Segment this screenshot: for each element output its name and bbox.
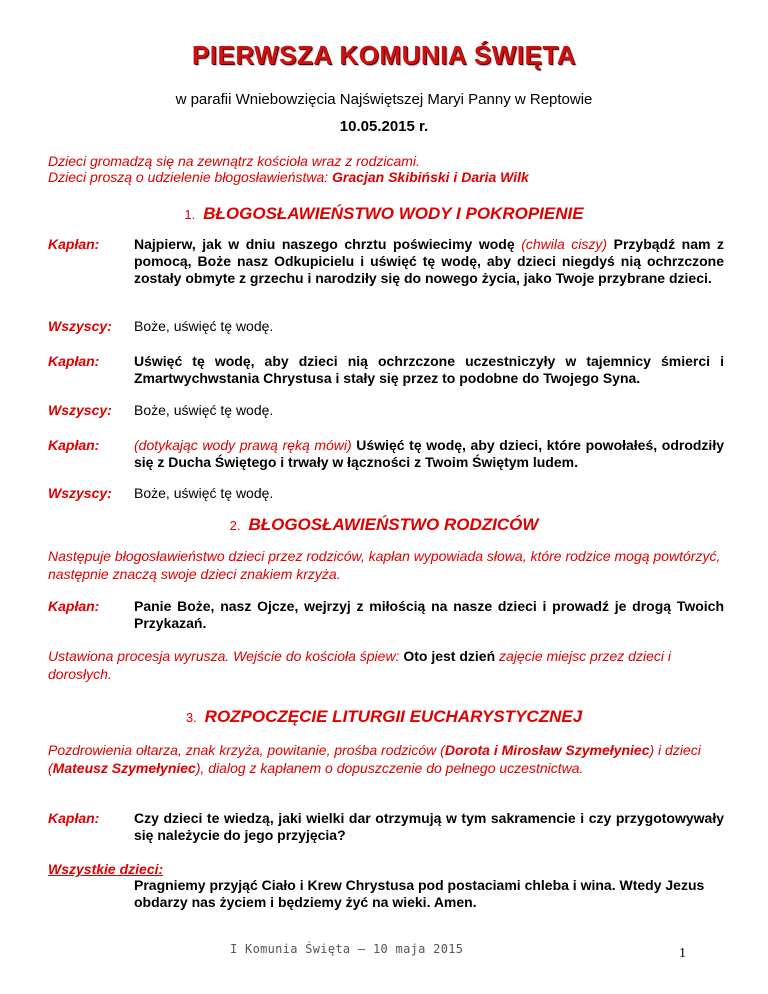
speaker-label: Wszyscy: (48, 318, 112, 334)
speaker-label: Wszyscy: (48, 485, 112, 501)
parents-blessing-instructions: Następuje błogosławieństwo dzieci przez rodziców, kapłan wypowiada słowa, które rodzice mogą powtórzyć, następnie znaczą swoje dzieci znakiem krzyża. (48, 548, 721, 582)
child-name: Mateusz Szymełyniec (52, 760, 196, 776)
speaker-label: Wszyscy: (48, 402, 112, 418)
event-date: 10.05.2015 r. (339, 118, 429, 135)
dialogue-text: Boże, uświęć tę wodę. (134, 485, 274, 501)
song-title: Oto jest dzień (403, 648, 496, 664)
dialogue-text: Czy dzieci te wiedzą, jaki wielki dar otrzymują w tym sakramencie i czy przygotowywały się należycie do jego przyjęcia? (134, 810, 724, 843)
dialogue-text: Boże, uświęć tę wodę. (134, 402, 274, 418)
all-children-response: Pragniemy przyjąć Ciało i Krew Chrystusa pod postaciami chleba i wina. Wtedy Jezus obdarzy nas życiem i będziemy żyć na wieki. Amen. (134, 877, 705, 910)
page-footer: I Komunia Święta – 10 maja 2015 (230, 942, 464, 956)
stage-direction: (dotykając wody prawą ręką mówi) (134, 437, 352, 453)
liturgy-instructions: Pozdrowienia ołtarza, znak krzyża, powitanie, prośba rodziców (Dorota i Mirosław Szymełyniec) i dzieci (Mateusz Szymełyniec), dialog z kapłanem o dopuszczenie do pełnego uczestnictwa. (48, 742, 701, 776)
dialogue-text: Najpierw, jak w dniu naszego chrztu poświecimy wodę (chwila ciszy) Przybądź nam z pomocą, Boże nasz Odkupicielu i uświęć tę wodę, aby dzieci niegdyś nią ochrzczone zostały obmyte z grzechu i narodziły się do nowego życia, jako Twoje przybrane dzieci. (134, 236, 724, 286)
intro-line-1: Dzieci gromadzą się na zewnątrz kościoła wraz z rodzicami. (48, 153, 420, 169)
section-1-heading: 1. BŁOGOSŁAWIEŃSTWO WODY I POKROPIENIE (184, 204, 584, 223)
page-title: PIERWSZA KOMUNIA ŚWIĘTA (191, 40, 577, 70)
intro-line-2: Dzieci proszą o udzielenie błogosławieństwa: Gracjan Skibiński i Daria Wilk (48, 169, 529, 185)
procession-instructions: Ustawiona procesja wyrusza. Wejście do kościoła śpiew: Oto jest dzień zajęcie miejsc przez dzieci i dorosłych. (48, 648, 671, 682)
dialogue-text: Uświęć tę wodę, aby dzieci nią ochrzczone uczestniczyły w tajemnicy śmierci i Zmartwychwstania Chrystusa i stały się przez to podobne do Twojego Syna. (134, 353, 724, 386)
blessing-names: Gracjan Skibiński i Daria Wilk (332, 169, 529, 185)
speaker-label: Kapłan: (48, 437, 100, 453)
section-3-heading: 3. ROZPOCZĘCIE LITURGII EUCHARYSTYCZNEJ (185, 707, 583, 726)
parents-names: Dorota i Mirosław Szymełyniec (444, 742, 650, 758)
speaker-label: Kapłan: (48, 810, 100, 826)
dialogue-text: Boże, uświęć tę wodę. (134, 318, 274, 334)
all-children-label: Wszystkie dzieci: (48, 861, 164, 877)
speaker-label: Kapłan: (48, 236, 100, 252)
opening-instructions (48, 153, 724, 185)
speaker-label: Kapłan: (48, 598, 100, 614)
dialogue-text: Panie Boże, nasz Ojcze, wejrzyj z miłością na nasze dzieci i prowadź je drogą Twoich Przykazań. (134, 598, 724, 631)
dialogue-text: (dotykając wody prawą ręką mówi) Uświęć tę wodę, aby dzieci, które powołałeś, odrodziły się z Ducha Świętego i trwały w łączności z Twoim Świętym ludem. (134, 437, 724, 470)
stage-direction: (chwila ciszy) (521, 236, 608, 252)
page-number: 1 (679, 946, 686, 961)
parish-subtitle: w parafii Wniebowzięcia Najświętszej Maryi Panny w Reptowie (175, 91, 593, 108)
section-2-heading: 2. BŁOGOSŁAWIEŃSTWO RODZICÓW (229, 515, 539, 534)
speaker-label: Kapłan: (48, 353, 100, 369)
